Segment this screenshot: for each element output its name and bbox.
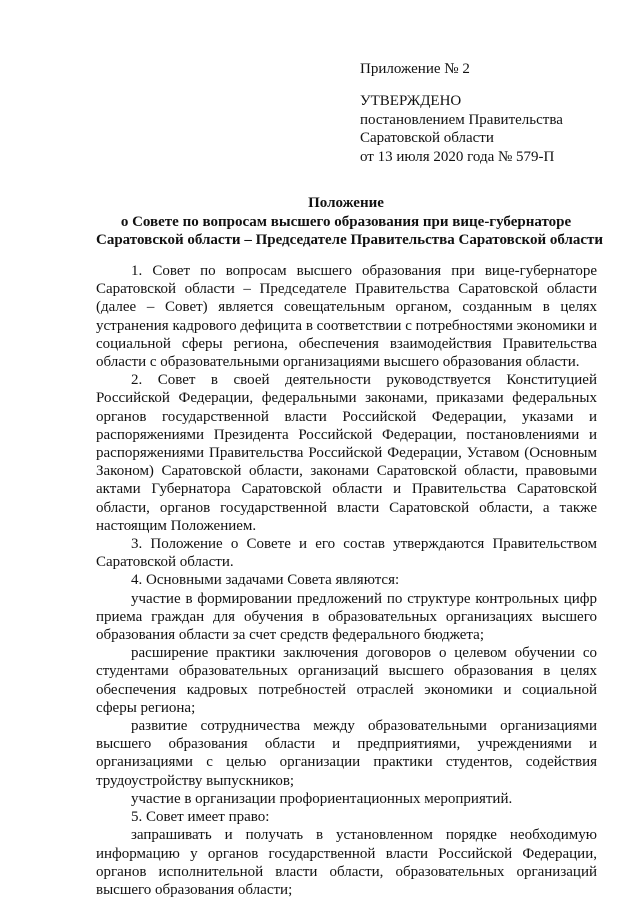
title-line-2: о Совете по вопросам высшего образования при вице-губернаторе [120, 213, 572, 230]
paragraph-2: 2. Совет в своей деятельности руководствуется Конституцией Российской Федерации, федеральными законами, приказами федеральных органов государственной власти Российской Федерации, указами и распоряжениями Президента Российской Федерации, постановлениями и распоряжениями Правительства Российской Федерации, Уставом (Основным Законом) Саратовской области, законами Саратовской области, правовыми актами Губернатора Саратовской области и Правительства Саратовской области, органов государственной власти Саратовской области, а также настоящим Положением. [96, 372, 597, 534]
approved-line-1: постановлением Правительства [360, 111, 563, 128]
paragraph-5: 5. Совет имеет право: [131, 809, 270, 826]
task-item-2: расширение практики заключения договоров о целевом обучении со студентами образовательных организаций высшего образования в целях обеспечения кадровых потребностей отраслей экономики и социальной сферы региона; [96, 645, 597, 716]
approval-stamp [360, 92, 563, 166]
appendix-number: Приложение № 2 [360, 61, 470, 77]
title-line-3: Саратовской области – Председателе Правительства Саратовской области [96, 232, 604, 248]
paragraph-1: 1. Совет по вопросам высшего образования при вице-губернаторе Саратовской области – Председателе Правительства Саратовской области (далее – Совет) является совещательным органом, созданным в целях устранения кадрового дефицита в соответствии с потребностями экономики и социальной сферы региона, обеспечения взаимодействия Правительства области с образовательными организациями высшего образования области. [96, 263, 597, 371]
paragraph-4: 4. Основными задачами Совета являются: [131, 572, 400, 589]
document-body [96, 262, 597, 899]
title-line-1: Положение [308, 195, 384, 211]
document-title [96, 194, 604, 250]
right-item-1: запрашивать и получать в установленном порядке необходимую информацию у органов государственной власти Российской Федерации, органов исполнительной власти области, образовательных организаций высшего образования области; [96, 827, 597, 898]
approved-label: УТВЕРЖДЕНО [360, 93, 462, 109]
approved-line-2: Саратовской области [360, 130, 494, 146]
task-item-1: участие в формировании предложений по структуре контрольных цифр приема граждан для обучения в образовательных организациях высшего образования области за счет средств федерального бюджета; [96, 590, 597, 644]
task-item-3: развитие сотрудничества между образовательными организациями высшего образования области и предприятиями, учреждениями и организациями с целью организации практики студентов, содействия трудоустройству выпускников; [96, 718, 597, 789]
approved-line-3: от 13 июля 2020 года № 579-П [360, 148, 555, 165]
task-item-4: участие в организации профориентационных мероприятий. [131, 790, 513, 807]
paragraph-3: 3. Положение о Совете и его состав утверждаются Правительством Саратовской области. [96, 536, 597, 571]
